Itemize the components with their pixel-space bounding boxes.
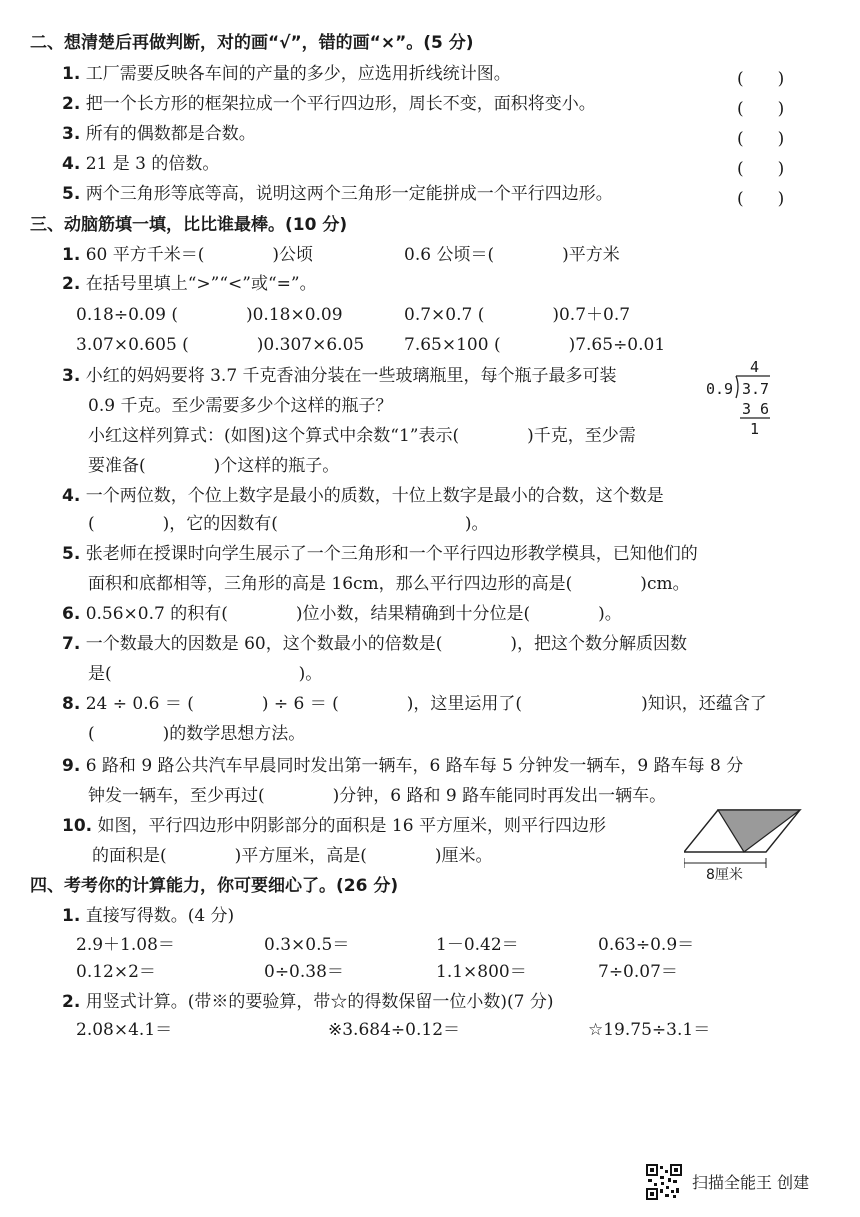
fill-q9-line1	[62, 756, 743, 776]
fill-q2	[62, 274, 317, 294]
fill-q5-line2: 面积和底都相等，三角形的高是 16cm，那么平行四边形的高是( )cm。	[88, 574, 690, 594]
division-product: 3 6	[742, 400, 770, 418]
fill-q10-text: 如图，平行四边形中阴影部分的面积是 16 平方厘米，则平行四边形	[97, 816, 606, 836]
fill-q1-part-a: 60 平方千米＝( )公顷	[85, 245, 314, 265]
calc-r2-2: 0÷0.38＝	[264, 962, 344, 982]
calc-r1-2: 0.3×0.5＝	[264, 935, 350, 955]
compare-r2-b: 7.65×100 ( )7.65÷0.01	[404, 335, 666, 355]
answer-paren[interactable]: ( )	[737, 129, 785, 149]
calc-q1-text: 直接写得数。(4 分)	[85, 906, 235, 926]
section-3-title: 三、动脑筋填一填，比比谁最棒。(10 分)	[30, 215, 348, 235]
fill-q7-text: 一个数最大的因数是 60，这个数最小的倍数是( )，把这个数分解质因数	[85, 634, 688, 654]
vertical-calc-3: ☆19.75÷3.1＝	[588, 1020, 711, 1040]
item-number: 5.	[62, 544, 81, 564]
item-number: 3.	[62, 366, 81, 386]
fill-q7-line1	[62, 634, 687, 654]
fill-q4-line2: ( )，它的因数有( )。	[88, 514, 489, 534]
item-number: 2.	[62, 274, 81, 294]
answer-paren[interactable]: ( )	[737, 189, 785, 209]
item-number: 2.	[62, 992, 81, 1012]
fill-q4-text: 一个两位数，个位上数字是最小的质数，十位上数字是最小的合数，这个数是	[85, 486, 664, 506]
fill-q8-line2: ( )的数学思想方法。	[88, 724, 306, 744]
judge-item-2	[62, 94, 596, 114]
answer-paren[interactable]: ( )	[737, 99, 785, 119]
fill-q9-line2: 钟发一辆车，至少再过( )分钟，6 路和 9 路车能同时再发出一辆车。	[88, 786, 667, 806]
qr-code-icon	[646, 1164, 682, 1200]
item-number: 2.	[62, 94, 81, 114]
item-number: 4.	[62, 154, 81, 174]
calc-r1-3: 1－0.42＝	[436, 935, 519, 955]
section-4-title: 四、考考你的计算能力，你可要细心了。(26 分)	[30, 876, 399, 896]
fill-q7-line2: 是( )。	[88, 664, 323, 684]
fill-q10-line1	[62, 816, 606, 836]
vertical-calc-1: 2.08×4.1＝	[76, 1020, 173, 1040]
division-remainder: 1	[750, 420, 760, 438]
base-length-label: 8厘米	[706, 867, 743, 883]
fill-q8-text: 24 ÷ 0.6 ＝ ( ) ÷ 6 ＝ ( )，这里运用了( )知识，还蕴含了	[85, 694, 767, 714]
vertical-calc-2: ※3.684÷0.12＝	[328, 1020, 461, 1040]
item-text: 两个三角形等底等高，说明这两个三角形一定能拼成一个平行四边形。	[85, 184, 613, 204]
judge-item-3	[62, 124, 256, 144]
item-text: 工厂需要反映各车间的产量的多少，应选用折线统计图。	[85, 64, 511, 84]
calc-r1-1: 2.9＋1.08＝	[76, 935, 175, 955]
fill-q9-text: 6 路和 9 路公共汽车早晨同时发出第一辆车，6 路车每 5 分钟发一辆车，9 路车每 8 分	[85, 756, 744, 776]
fill-q1	[62, 245, 313, 265]
answer-paren[interactable]: ( )	[737, 159, 785, 179]
division-quotient: 4	[750, 358, 760, 376]
item-number: 8.	[62, 694, 81, 714]
judge-item-4	[62, 154, 219, 174]
fill-q6-text: 0.56×0.7 的积有( )位小数，结果精确到十分位是( )。	[85, 604, 622, 624]
fill-q1-part-b: 0.6 公顷＝( )平方米	[404, 245, 620, 265]
item-number: 7.	[62, 634, 81, 654]
item-text: 21 是 3 的倍数。	[85, 154, 220, 174]
section-2-title: 二、想清楚后再做判断，对的画“√”，错的画“×”。(5 分)	[30, 33, 474, 53]
calc-q2-text: 用竖式计算。(带※的要验算，带☆的得数保留一位小数)(7 分)	[85, 992, 554, 1012]
item-text: 把一个长方形的框架拉成一个平行四边形，周长不变，面积将变小。	[85, 94, 596, 114]
item-number: 10.	[62, 816, 93, 836]
judge-item-1	[62, 64, 511, 84]
calc-r2-4: 7÷0.07＝	[598, 962, 678, 982]
item-number: 1.	[62, 906, 81, 926]
fill-q8-line1	[62, 694, 767, 714]
fill-q3-line1	[62, 366, 617, 386]
division-bracket	[706, 372, 776, 442]
fill-q4-line1	[62, 486, 664, 506]
item-number: 4.	[62, 486, 81, 506]
calc-r2-3: 1.1×800＝	[436, 962, 527, 982]
item-text: 所有的偶数都是合数。	[85, 124, 256, 144]
calc-r2-1: 0.12×2＝	[76, 962, 156, 982]
long-division-figure	[706, 358, 776, 442]
item-number: 9.	[62, 756, 81, 776]
calc-q1	[62, 906, 234, 926]
calc-r1-4: 0.63÷0.9＝	[598, 935, 695, 955]
item-number: 5.	[62, 184, 81, 204]
scanner-credit: 扫描全能王 创建	[692, 1173, 810, 1192]
fill-q3-line2: 0.9 千克。至少需要多少个这样的瓶子？	[88, 396, 393, 416]
fill-q3-line3: 小红这样列算式：(如图)这个算式中余数“1”表示( )千克，至少需	[88, 426, 636, 446]
fill-q10-line2: 的面积是( )平方厘米，高是( )厘米。	[92, 846, 493, 866]
judge-item-5	[62, 184, 613, 204]
fill-q5-line1	[62, 544, 698, 564]
parallelogram-figure	[684, 806, 804, 887]
division-dividend: 3.7	[742, 380, 770, 398]
fill-q6	[62, 604, 622, 624]
fill-q5-text: 张老师在授课时向学生展示了一个三角形和一个平行四边形教学模具，已知他们的	[85, 544, 698, 564]
item-number: 3.	[62, 124, 81, 144]
compare-r2-a: 3.07×0.605 ( )0.307×6.05	[76, 335, 365, 355]
division-divisor: 0.9	[706, 380, 734, 398]
item-number: 1.	[62, 64, 81, 84]
item-number: 1.	[62, 245, 81, 265]
item-number: 6.	[62, 604, 81, 624]
compare-r1-a: 0.18÷0.09 ( )0.18×0.09	[76, 305, 343, 325]
fill-q3-line4: 要准备( )个这样的瓶子。	[88, 456, 340, 476]
fill-q3-text: 小红的妈妈要将 3.7 千克香油分装在一些玻璃瓶里，每个瓶子最多可装	[85, 366, 617, 386]
parallelogram-diagram	[684, 806, 804, 882]
answer-paren[interactable]: ( )	[737, 69, 785, 89]
fill-q2-text: 在括号里填上“>”“<”或“=”。	[85, 274, 317, 294]
calc-q2	[62, 992, 553, 1012]
compare-r1-b: 0.7×0.7 ( )0.7＋0.7	[404, 305, 631, 325]
